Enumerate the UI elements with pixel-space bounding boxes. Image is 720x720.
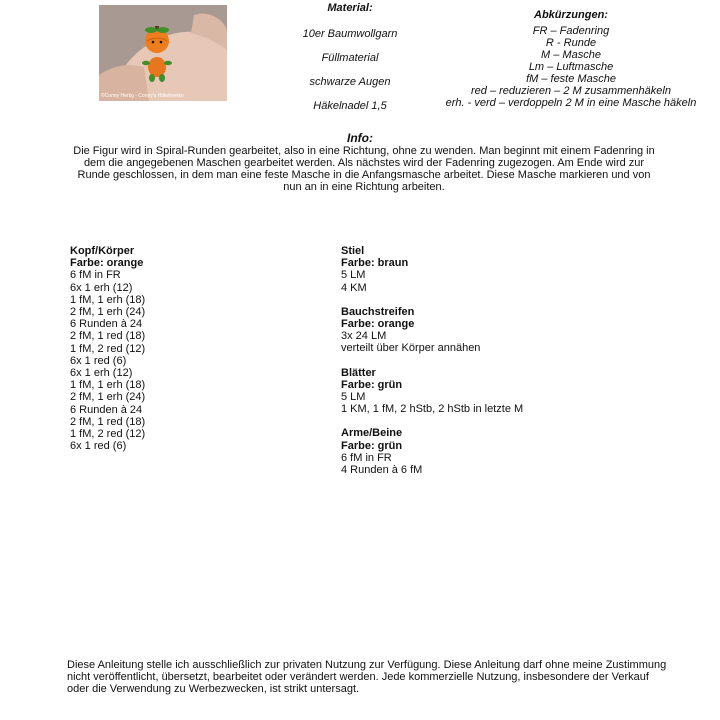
pattern-row: 4 Runden à 6 fM (341, 464, 423, 477)
section-kopf-koerper (70, 245, 145, 452)
section-title: Stiel (341, 245, 365, 257)
pattern-row: 5 LM (341, 269, 366, 282)
pattern-row: 6 fM in FR (70, 269, 121, 282)
section-title: Arme/Beine (341, 427, 403, 440)
material-item: schwarze Augen (309, 76, 391, 88)
pattern-row: 1 fM, 1 erh (18) (70, 379, 146, 392)
pumpkin-photo-illustration (99, 5, 227, 101)
pattern-row: 1 KM, 1 fM, 2 hStb, 2 hStb in letzte M (341, 403, 524, 416)
pattern-parts (341, 245, 523, 488)
section-color: Farbe: braun (341, 257, 409, 270)
section-color: Farbe: orange (70, 257, 144, 270)
section-color: Farbe: grün (341, 378, 403, 391)
pattern-row: verteilt über Körper annähen (341, 342, 481, 355)
pattern-row: 5 LM (341, 391, 366, 404)
abbreviation-item: fM – feste Masche (526, 73, 616, 85)
section-color: Farbe: grün (341, 439, 403, 452)
pattern-row: 1 fM, 1 erh (18) (70, 293, 146, 306)
abbreviations-list (440, 9, 702, 109)
section-color: Farbe: orange (341, 318, 415, 331)
section-arme-beine (341, 427, 523, 476)
section-title: Bauchstreifen (341, 305, 415, 318)
pattern-row: 6 Runden à 24 (70, 403, 143, 416)
pattern-row: 2 fM, 1 red (18) (70, 330, 146, 343)
photo-copyright: ©Conny Hertig - Conny's Häkelwerke (101, 93, 184, 99)
pumpkin-photo (99, 5, 227, 101)
copyright-notice: Diese Anleitung stelle ich ausschließlich zur privaten Nutzung zur Verfügung. Diese Anleitung darf ohne meine Zustimmung nicht veröffentlicht, übersetzt, bearbeitet oder verändert werden. Jede kommerzielle Nutzung, insbesondere der Verkauf oder die Verwendung zu Werbezwecken, ist strikt untersagt. (67, 659, 667, 695)
material-heading: Material: (327, 2, 373, 14)
pattern-row: 6x 1 erh (12) (70, 281, 133, 294)
material-item: 10er Baumwollgarn (302, 28, 398, 40)
abbreviation-item: FR – Fadenring (532, 25, 610, 37)
section-bauchstreifen (341, 306, 523, 355)
material-item: Häkelnadel 1,5 (313, 100, 387, 112)
abbreviation-item: Lm – Luftmasche (528, 61, 614, 73)
pattern-row: 2 fM, 1 erh (24) (70, 306, 146, 319)
section-title: Blätter (341, 366, 376, 379)
abbreviation-item: R - Runde (545, 37, 597, 49)
pattern-row: 2 fM, 1 red (18) (70, 415, 146, 428)
pattern-row: 2 fM, 1 erh (24) (70, 391, 146, 404)
pattern-row: 6 fM in FR (341, 451, 392, 464)
material-list (270, 2, 430, 124)
material-item: Füllmaterial (321, 52, 379, 64)
abbreviations-heading: Abkürzungen: (534, 9, 608, 21)
pattern-row: 6x 1 red (6) (70, 354, 127, 367)
pattern-row: 1 fM, 2 red (12) (70, 342, 146, 355)
abbreviation-item: erh. - verd – verdoppeln 2 M in eine Masche häkeln (445, 97, 697, 109)
pattern-row: 6 Runden à 24 (70, 318, 143, 331)
section-blaetter (341, 367, 523, 416)
abbreviation-item: red – reduzieren – 2 M zusammenhäkeln (471, 85, 671, 97)
section-stiel (341, 245, 523, 294)
pattern-row: 6x 1 erh (12) (70, 367, 133, 380)
abbreviation-item: M – Masche (541, 49, 601, 61)
pattern-row: 4 KM (341, 281, 367, 294)
pattern-row: 1 fM, 2 red (12) (70, 428, 146, 441)
section-title: Kopf/Körper (70, 245, 135, 257)
pattern-row: 6x 1 red (6) (70, 440, 127, 453)
info-paragraph: Die Figur wird in Spiral-Runden gearbeitet, also in eine Richtung, ohne zu wenden. Man beginnt mit einem Fadenring in dem die angegebenen Maschen gearbeitet werden. Als nächstes wird der Fadenring zugezogen. Am Ende wird zur Runde geschlossen, in dem man eine feste Masche in die Anfangsmasche arbeitet. Diese Masche markieren und von nun an in eine Richtung arbeiten. (73, 145, 655, 193)
pattern-row: 3x 24 LM (341, 330, 387, 343)
pattern-head-body (70, 245, 145, 464)
info-heading: Info: (347, 131, 373, 145)
